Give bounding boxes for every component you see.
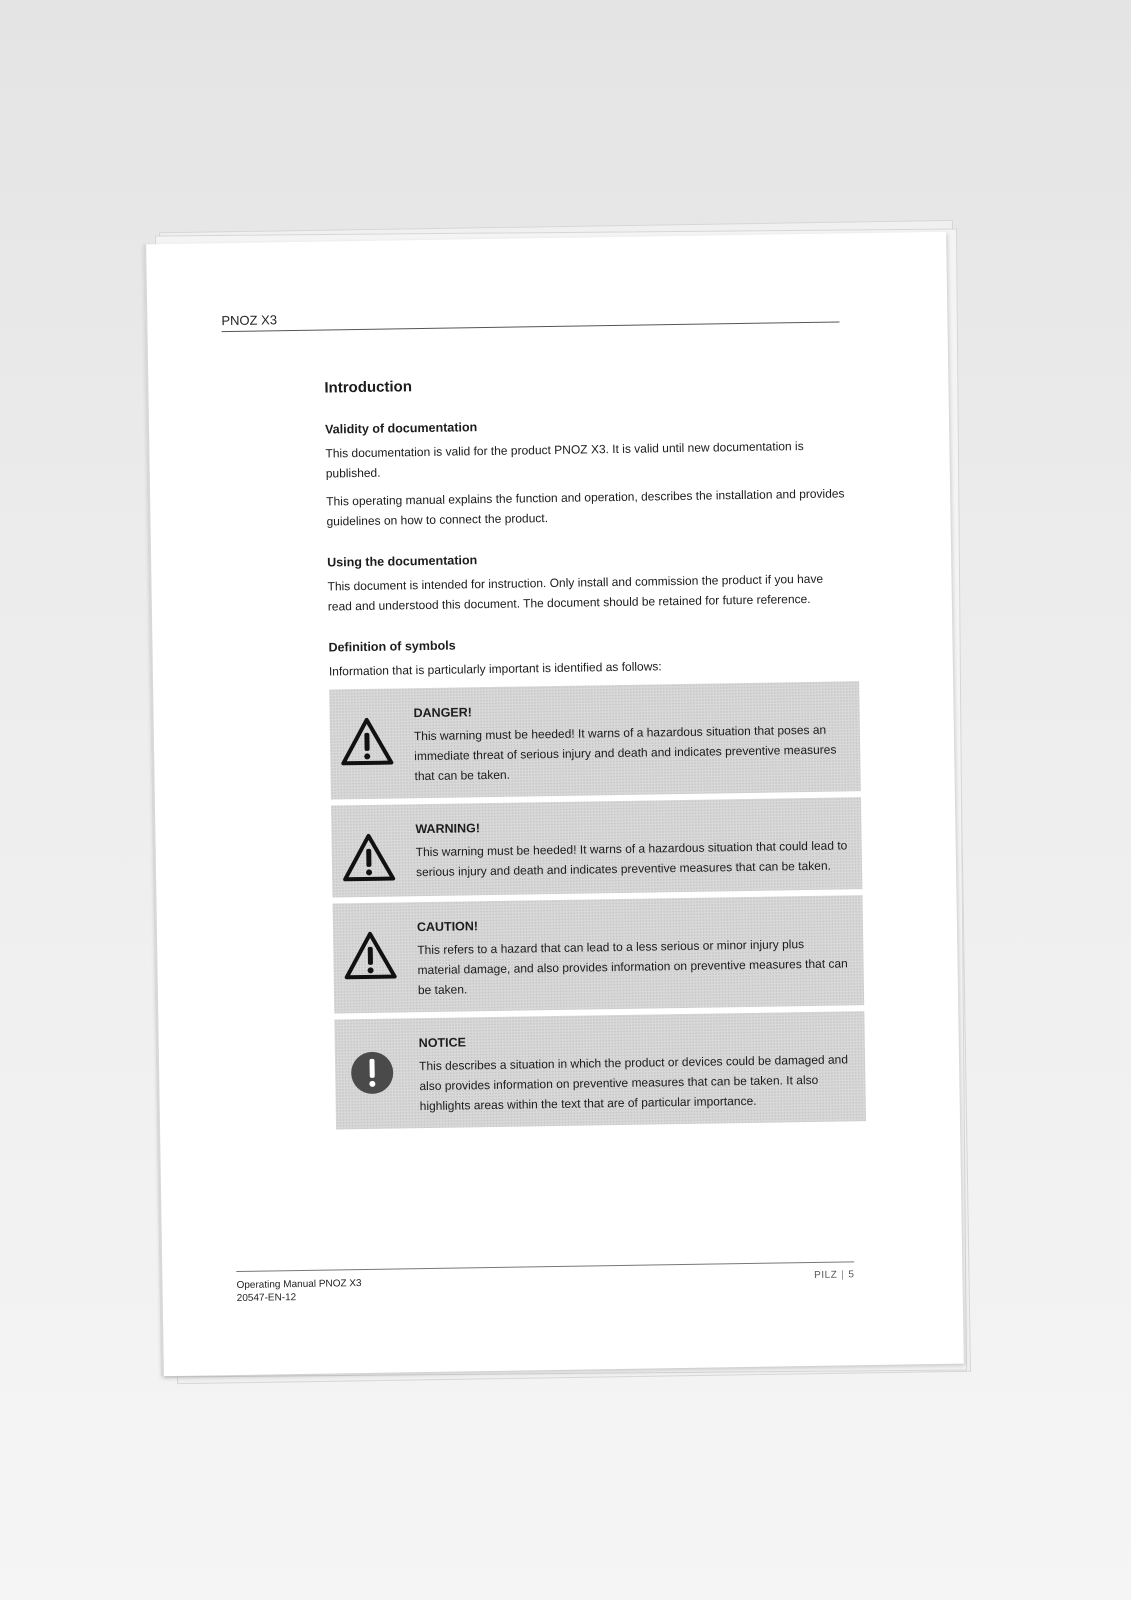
warning-triangle-icon (341, 832, 396, 883)
section-title: Introduction (324, 378, 413, 397)
warning-triangle-icon (340, 717, 395, 768)
notice-label: WARNING! (415, 821, 481, 837)
footer-doc-number: 20547-EN-12 (236, 1292, 297, 1305)
footer-doc-info (236, 1277, 361, 1305)
exclamation-circle-icon (345, 1046, 400, 1097)
footer-manual-name: Operating Manual PNOZ X3 (236, 1278, 362, 1292)
notice-text: This warning must be heeded! It warns of a hazardous situation that could lead to serious injury and death and indicates preventive measures that can be taken. (415, 838, 848, 880)
validity-heading: Validity of documentation (324, 420, 478, 437)
notice-text: This refers to a hazard that can lead to a less serious or minor injury plus material damage, and also provides information on preventive measures that can be taken. (417, 937, 848, 998)
footer-rule (236, 1261, 854, 1272)
symbols-section (328, 632, 849, 681)
warning-triangle-icon (343, 930, 398, 981)
document-page (143, 232, 964, 1376)
brand-logo: PILZ (814, 1269, 838, 1281)
validity-paragraph-2: This operating manual explains the function and operation, describes the installation and provides guidelines on how to connect the product. (326, 486, 845, 529)
notice-label: DANGER! (413, 705, 473, 721)
symbols-heading: Definition of symbols (328, 638, 456, 655)
warning-notice (331, 797, 862, 897)
using-section (327, 547, 848, 616)
notice-label: CAUTION! (416, 919, 479, 935)
page-number: 5 (848, 1269, 855, 1281)
footer-page-info (814, 1269, 854, 1281)
validity-paragraph-1: This documentation is valid for the product PNOZ X3. It is valid until new documentation is published. (325, 439, 804, 481)
page-content (324, 371, 856, 1129)
notice-box (334, 1011, 866, 1129)
using-heading: Using the documentation (327, 553, 478, 570)
validity-section (325, 414, 847, 531)
header-rule (222, 321, 840, 332)
using-paragraph: This document is intended for instruction. Only install and commission the product if you have read and understood this document. The document should be retained for future reference. (327, 571, 824, 614)
danger-notice (329, 681, 861, 799)
notice-label: NOTICE (418, 1035, 467, 1051)
running-title: PNOZ X3 (221, 312, 278, 329)
footer-separator: | (841, 1269, 845, 1281)
caution-notice (333, 895, 865, 1013)
notice-text: This describes a situation in which the product or devices could be damaged and also provides information on preventive measures that can be taken. It also highlights areas within the text that are of particular importance. (418, 1052, 849, 1114)
notice-text: This warning must be heeded! It warns of a hazardous situation that poses an immediate threat of serious injury and death and indicates preventive measures that can be taken. (413, 722, 837, 784)
symbols-paragraph: Information that is particularly important is identified as follows: (328, 659, 662, 679)
